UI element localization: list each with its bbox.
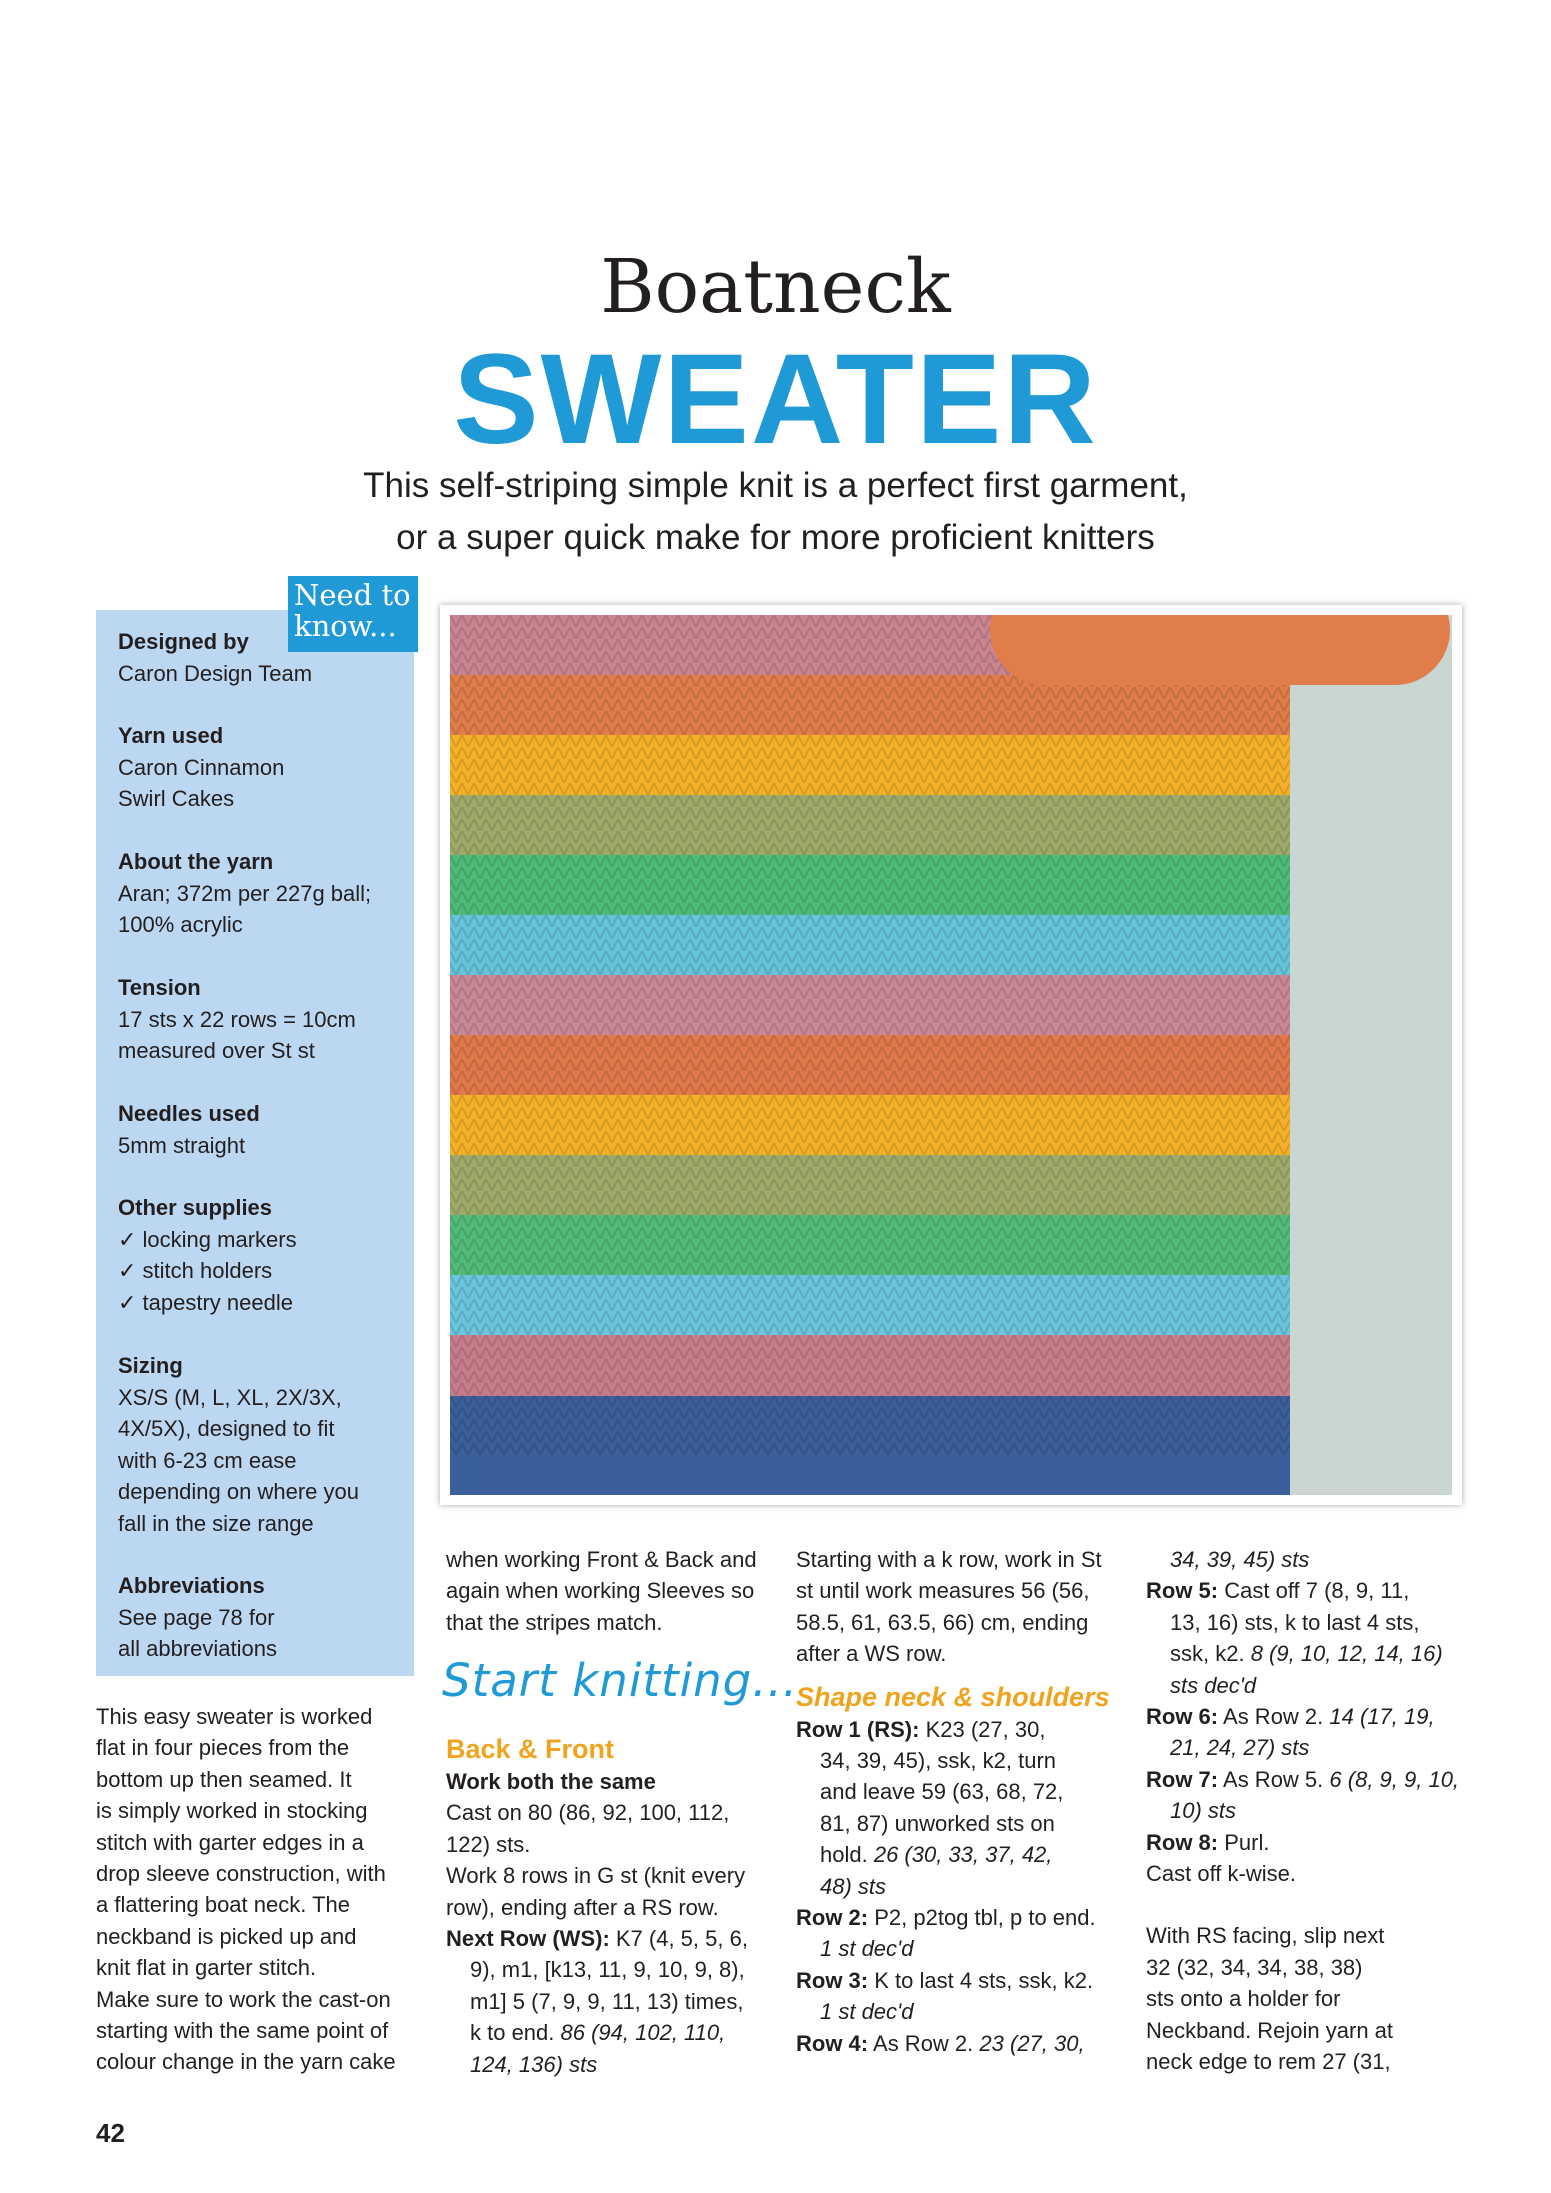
text-run: P2, p2tog tbl, p to end. xyxy=(868,1905,1096,1931)
text-line: row), ending after a RS row. xyxy=(446,1894,719,1920)
column-4 xyxy=(1146,1544,1486,2078)
start-knitting-heading: Start knitting... xyxy=(442,1654,799,1707)
sidebar-text: fall in the size range xyxy=(118,1510,314,1536)
title-top: Boatneck xyxy=(600,244,951,330)
sidebar-heading: Tension xyxy=(118,975,201,1000)
intro-text xyxy=(96,1701,416,2078)
sidebar-heading: Needles used xyxy=(118,1101,260,1126)
row-label: Row 4: xyxy=(796,2030,869,2056)
sidebar-heading: Other supplies xyxy=(118,1195,273,1220)
stitch-count: 1 st dec'd xyxy=(820,1936,914,1962)
sidebar-text: 17 sts x 22 rows = 10cm xyxy=(118,1006,356,1032)
sweater-texture xyxy=(450,615,1290,1455)
sidebar-yarn-used xyxy=(118,720,408,815)
sidebar-text: with 6-23 cm ease xyxy=(118,1447,297,1473)
work-both-label: Work both the same xyxy=(446,1769,656,1794)
subtitle xyxy=(0,460,1551,564)
sweater-photo-svg xyxy=(450,615,1452,1495)
row-label: Row 6: xyxy=(1146,1704,1219,1730)
intro-line: is simply worked in stocking xyxy=(96,1798,368,1824)
text-line: Cast off k-wise. xyxy=(1146,1861,1296,1887)
sidebar-text: XS/S (M, L, XL, 2X/3X, xyxy=(118,1384,342,1410)
stitch-count: 26 (30, 33, 37, 42, xyxy=(873,1842,1053,1868)
text-line: m1] 5 (7, 9, 9, 11, 13) times, xyxy=(470,1988,744,2014)
intro-line: Make sure to work the cast-on xyxy=(96,1986,391,2012)
text-run: Cast off 7 (8, 9, 11, xyxy=(1218,1578,1410,1604)
intro-line: stitch with garter edges in a xyxy=(96,1829,364,1855)
subtitle-line: or a super quick make for more proficient knitters xyxy=(396,518,1155,557)
intro-line: a flattering boat neck. The xyxy=(96,1892,350,1918)
sidebar-heading: Yarn used xyxy=(118,723,224,748)
sidebar-text: all abbreviations xyxy=(118,1636,277,1661)
sidebar-text: Aran; 372m per 227g ball; xyxy=(118,880,372,906)
text-line: Cast on 80 (86, 92, 100, 112, xyxy=(446,1800,730,1826)
next-row-label: Next Row (WS): xyxy=(446,1926,610,1952)
text-run: hold. xyxy=(820,1842,874,1868)
sidebar-needles xyxy=(118,1098,408,1161)
sidebar-text: Caron Design Team xyxy=(118,660,313,686)
sweater-photo xyxy=(450,615,1452,1495)
text-line: again when working Sleeves so xyxy=(446,1578,755,1604)
sidebar-text: measured over St st xyxy=(118,1038,315,1063)
sidebar-text: Swirl Cakes xyxy=(118,786,235,811)
intro-line: starting with the same point of xyxy=(96,2018,389,2044)
sidebar-about-yarn xyxy=(118,846,408,941)
sidebar-text: See page 78 for xyxy=(118,1604,275,1630)
page-title: SWEATER xyxy=(453,328,1098,471)
text-line: neck edge to rem 27 (31, xyxy=(1146,2049,1391,2075)
text-run: As Row 5. xyxy=(1218,1766,1330,1792)
text-line: Neckband. Rejoin yarn at xyxy=(1146,2017,1394,2043)
row-label: Row 7: xyxy=(1146,1766,1219,1792)
text-line: 34, 39, 45), ssk, k2, turn xyxy=(820,1748,1057,1774)
back-front-heading: Back & Front xyxy=(446,1734,615,1764)
text-run: As Row 2. xyxy=(868,2030,980,2056)
stitch-count: sts dec'd xyxy=(1170,1672,1257,1698)
column-2-top xyxy=(446,1544,776,1638)
text-line: 9), m1, [k13, 11, 9, 10, 9, 8), xyxy=(470,1957,745,1983)
back-front-section xyxy=(446,1732,786,2080)
text-line: and leave 59 (63, 68, 72, xyxy=(820,1779,1064,1805)
sidebar-text: 4X/5X), designed to fit xyxy=(118,1416,335,1441)
text-line: when working Front & Back and xyxy=(446,1547,757,1572)
stitch-count: 86 (94, 102, 110, xyxy=(560,2020,726,2046)
sidebar-other-supplies xyxy=(118,1192,408,1318)
sidebar-heading: About the yarn xyxy=(118,849,274,874)
stitch-count: 8 (9, 10, 12, 14, 16) xyxy=(1250,1641,1443,1667)
column-3 xyxy=(796,1544,1136,2059)
text-line: after a WS row. xyxy=(796,1641,947,1667)
page-number: 42 xyxy=(96,2118,125,2148)
text-run: K to last 4 sts, ssk, k2. xyxy=(868,1967,1094,1993)
text-line: Starting with a k row, work in St xyxy=(796,1547,1102,1572)
text-run: k to end. xyxy=(470,2020,561,2046)
text-line: With RS facing, slip next xyxy=(1146,1923,1385,1949)
sidebar-heading: Sizing xyxy=(118,1353,183,1378)
stitch-count: 34, 39, 45) sts xyxy=(1170,1547,1310,1572)
sidebar-text: depending on where you xyxy=(118,1479,359,1504)
text-run: Purl. xyxy=(1218,1829,1270,1855)
text-line: 13, 16) sts, k to last 4 sts, xyxy=(1170,1609,1420,1635)
sidebar-heading: Abbreviations xyxy=(118,1573,265,1598)
text-run: As Row 2. xyxy=(1218,1704,1330,1730)
intro-line: colour change in the yarn cake xyxy=(96,2049,396,2075)
text-run: ssk, k2. xyxy=(1170,1641,1251,1667)
text-line: st until work measures 56 (56, xyxy=(796,1578,1090,1604)
stitch-count: 1 st dec'd xyxy=(820,1999,914,2025)
row-label: Row 1 (RS): xyxy=(796,1716,920,1742)
sidebar-text: Caron Cinnamon xyxy=(118,754,285,780)
sidebar-text: 5mm straight xyxy=(118,1132,246,1158)
sidebar-designed-by xyxy=(118,626,408,689)
intro-line: drop sleeve construction, with xyxy=(96,1861,386,1887)
text-run: K7 (4, 5, 5, 6, xyxy=(609,1926,748,1952)
stitch-count: 6 (8, 9, 9, 10, xyxy=(1329,1766,1460,1792)
row-label: Row 2: xyxy=(796,1905,869,1931)
intro-line: neckband is picked up and xyxy=(96,1923,357,1949)
text-line: that the stripes match. xyxy=(446,1609,663,1635)
intro-line: flat in four pieces from the xyxy=(96,1735,350,1761)
sidebar-text: 100% acrylic xyxy=(118,912,243,937)
intro-line: knit flat in garter stitch. xyxy=(96,1955,317,1981)
text-line: sts onto a holder for xyxy=(1146,1986,1341,2012)
text-line: 122) sts. xyxy=(446,1831,531,1857)
text-line: Work 8 rows in G st (knit every xyxy=(446,1863,746,1889)
row-label: Row 8: xyxy=(1146,1829,1219,1855)
badge-line: know... xyxy=(294,609,397,643)
stitch-count: 10) sts xyxy=(1170,1798,1237,1824)
badge-line: Need to xyxy=(294,578,411,612)
subtitle-line: This self-striping simple knit is a perfect first garment, xyxy=(363,466,1188,505)
sidebar-sizing xyxy=(118,1350,408,1539)
intro-line: This easy sweater is worked xyxy=(96,1704,373,1729)
intro-line: bottom up then seamed. It xyxy=(96,1766,352,1792)
stitch-count: 21, 24, 27) sts xyxy=(1170,1735,1310,1761)
stitch-count: 48) sts xyxy=(820,1873,887,1899)
sidebar-abbreviations xyxy=(118,1570,408,1665)
shape-neck-heading: Shape neck & shoulders xyxy=(796,1681,1110,1712)
stitch-count: 124, 136) sts xyxy=(470,2051,598,2077)
sidebar-tension xyxy=(118,972,408,1067)
stitch-count: 23 (27, 30, xyxy=(979,2030,1085,2056)
text-line: 32 (32, 34, 34, 38, 38) xyxy=(1146,1954,1363,1980)
stitch-count: 14 (17, 19, xyxy=(1329,1704,1435,1730)
sidebar-text: ✓ stitch holders xyxy=(118,1258,273,1283)
sidebar-text: ✓ tapestry needle xyxy=(118,1289,293,1315)
row-label: Row 5: xyxy=(1146,1578,1219,1604)
text-line: 58.5, 61, 63.5, 66) cm, ending xyxy=(796,1609,1089,1635)
text-run: K23 (27, 30, xyxy=(919,1716,1046,1742)
text-line: 81, 87) unworked sts on xyxy=(820,1810,1055,1836)
sweater-photo-frame xyxy=(440,605,1462,1505)
sleeve xyxy=(990,615,1450,685)
row-label: Row 3: xyxy=(796,1967,869,1993)
sidebar-text: ✓ locking markers xyxy=(118,1226,297,1252)
sidebar-heading: Designed by xyxy=(118,629,249,654)
